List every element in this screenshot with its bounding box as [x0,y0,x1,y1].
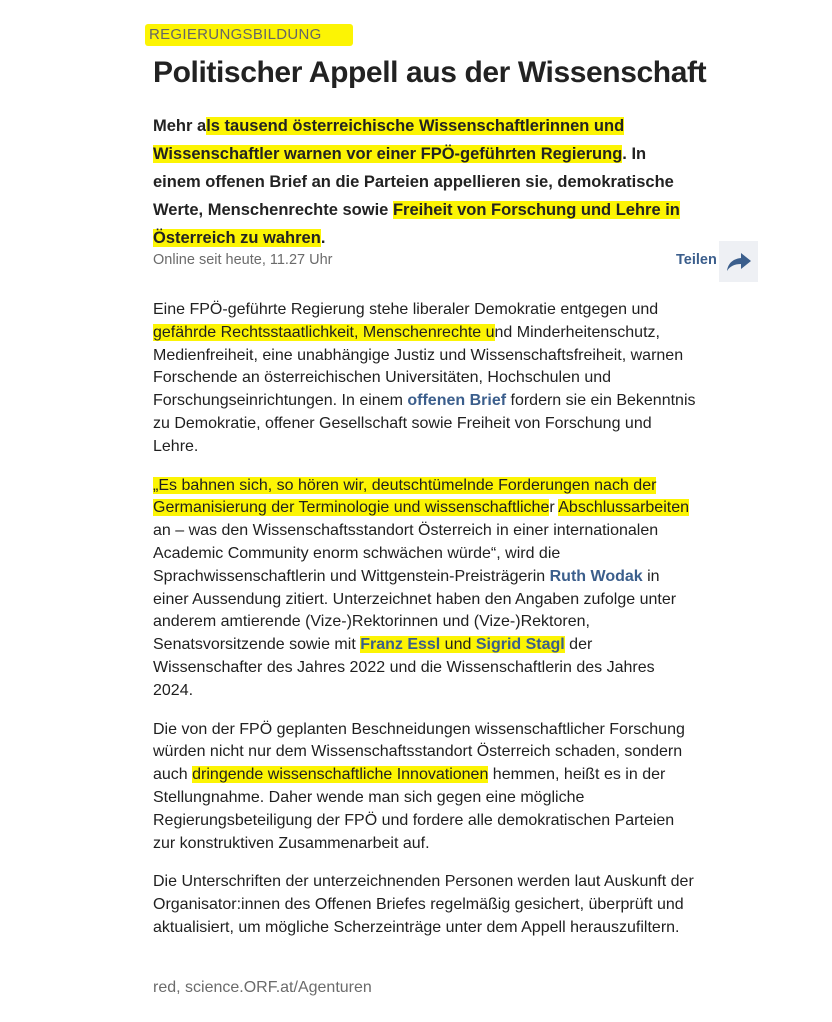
p1-highlight: gefährde Rechtsstaatlichkeit, Menschenrechte u [153,323,495,341]
paragraph-4: Die Unterschriften der unterzeichnenden Personen werden laut Auskunft der Organisator:innen des Offenen Briefes regelmäßig gesichert, überprüft und aktualisiert, um mögliche Scherzeinträge unter dem Appell herauszufiltern. [153,873,694,936]
lead-highlight-1: ls tausend österreichische Wissenschaftlerinnen und Wissenschaftler warnen vor einer FPÖ-geführten Regierung [153,117,625,163]
paragraph-2: „Es bahnen sich, so hören wir, deutschtümelnde Forderungen nach der Germanisierung der Terminologie und wissenschaftlicher Abschlussarbeiten an – was den Wissenschaftsstandort Österreich in einer internationalen Academic Community enorm schwächen würde“, wird die Sprachwissenschaftlerin und Wittgenstein-Preisträgerin Ruth Wodak in einer Aussendung zitiert. Unterzeichnet haben den Angaben zufolge unter anderem amtierende (Vize-)Rektorinnen und (Vize-)Rektoren, Senatsvorsitzende sowie mit Franz Essl und Sigrid Stagl der Wissenschafter des Jahres 2022 und die Wissenschaftlerin des Jahres 2024. [153,476,689,699]
lead-highlight-2: Freiheit von Forschung und Lehre in Österreich zu wahren [153,201,680,247]
p2-highlight-1: „Es bahnen sich, so hören wir, deutschtümelnde Forderungen nach der Germanisierung der Terminologie und wissenschaftliche [153,476,657,517]
p3-highlight: dringende wissenschaftliche Innovationen [192,766,489,784]
franz-essl-link[interactable]: Franz Essl [360,636,441,654]
share-button[interactable] [719,241,758,282]
article-body [153,299,698,956]
sigrid-stagl-link[interactable]: Sigrid Stagl [475,636,565,654]
source-credit: red, science.ORF.at/Agenturen [153,979,372,996]
article-title: Politischer Appell aus der Wissenschaft [153,56,707,89]
publish-time: Online seit heute, 11.27 Uhr [153,252,333,268]
share-label[interactable]: Teilen [676,252,717,268]
share-arrow-icon [726,252,752,272]
article-lead: Mehr als tausend österreichische Wissenschaftlerinnen und Wissenschaftler warnen vor einer FPÖ-geführten Regierung. In einem offenen Brief an die Parteien appellieren sie, demokratische Werte, Menschenrechte sowie Freiheit von Forschung und Lehre in Österreich zu wahren. [153,117,680,247]
paragraph-3: Die von der FPÖ geplanten Beschneidungen wissenschaftlicher Forschung würden nicht nur dem Wissenschaftsstandort Österreich schaden, sondern auch dringende wissenschaftliche Innovationen hemmen, heißt es in der Stellungnahme. Daher wende man sich gegen eine mögliche Regierungsbeteiligung der FPÖ und fordere alle demokratischen Parteien zur konstruktiven Zusammenarbeit auf. [153,720,685,852]
p2-highlight-2: Abschlussarbeiten [558,499,689,517]
paragraph-1: Eine FPÖ-geführte Regierung stehe liberaler Demokratie entgegen und gefährde Rechtsstaatlichkeit, Menschenrechte und Minderheitenschutz, Medienfreiheit, eine unabhängige Justiz und Wissenschaftsfreiheit, warnen Forschende an österreichischen Universitäten, Hochschulen und Forschungseinrichtungen. In einem offenen Brief fordern sie ein Bekenntnis zu Demokratie, offener Gesellschaft sowie Freiheit von Forschung und Lehre. [153,301,696,455]
ruth-wodak-link[interactable]: Ruth Wodak [549,567,643,585]
open-letter-link[interactable]: offenen Brief [407,392,507,410]
kicker: REGIERUNGSBILDUNG [149,26,322,43]
